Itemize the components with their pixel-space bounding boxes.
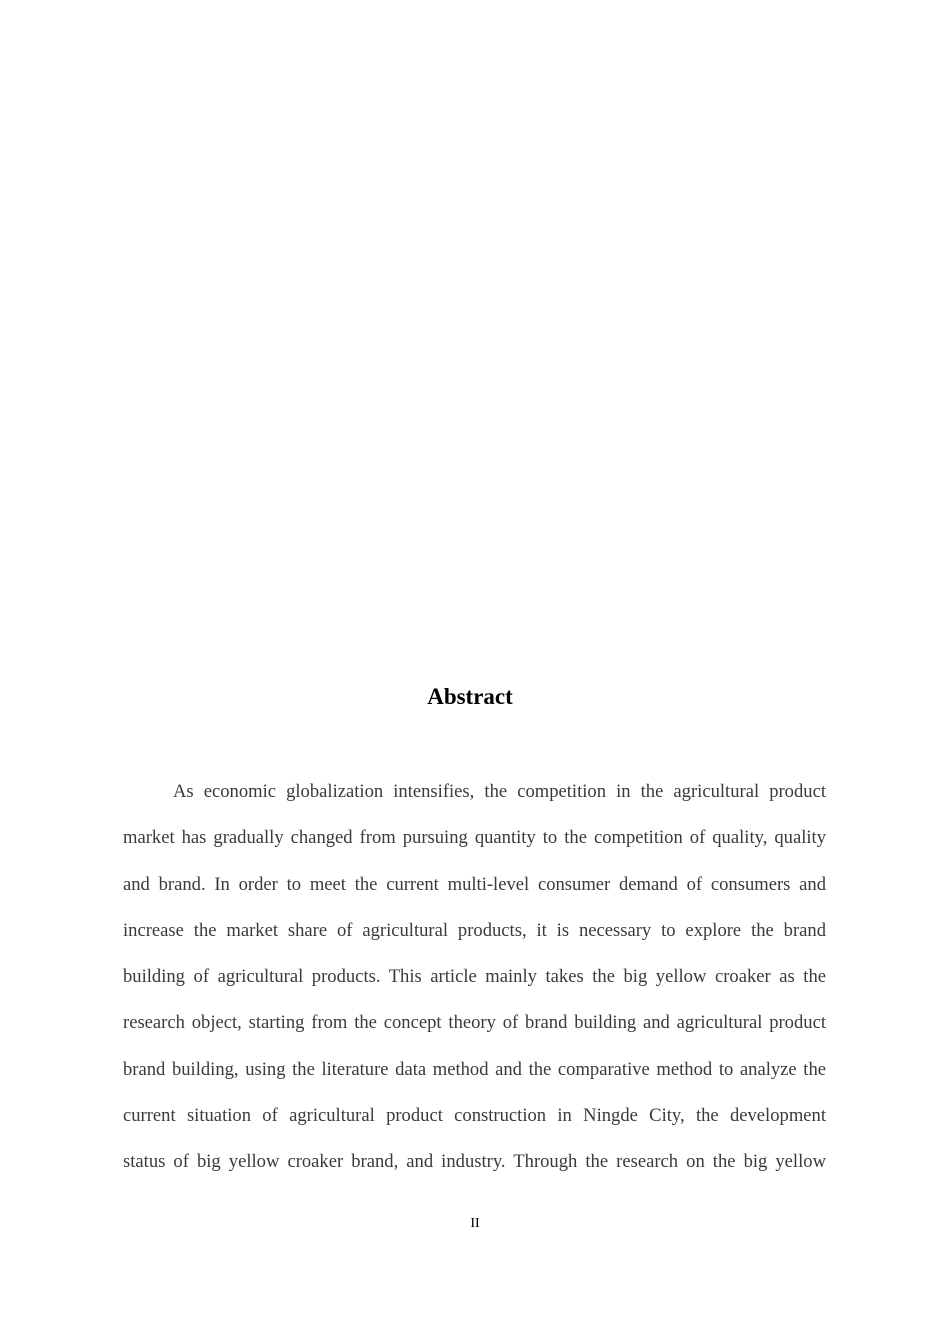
abstract-line: research object, starting from the concept theory of brand building and agricultural product <box>123 1012 826 1034</box>
abstract-line: status of big yellow croaker brand, and industry. Through the research on the big yellow <box>123 1151 826 1172</box>
abstract-line: market has gradually changed from pursuing quantity to the competition of quality, quality <box>123 827 826 849</box>
abstract-heading: Abstract <box>427 684 513 709</box>
abstract-line: building of agricultural products. This article mainly takes the big yellow croaker as the <box>123 966 826 987</box>
page-number: II <box>470 1216 480 1231</box>
abstract-line: increase the market share of agricultural products, it is necessary to explore the brand <box>123 919 826 941</box>
abstract-line: and brand. In order to meet the current multi-level consumer demand of consumers and <box>123 873 826 895</box>
abstract-body <box>123 776 826 1192</box>
abstract-line: brand building, using the literature data method and the comparative method to analyze the <box>123 1058 826 1080</box>
abstract-line: current situation of agricultural product construction in Ningde City, the development <box>123 1104 826 1126</box>
abstract-line: As economic globalization intensifies, the competition in the agricultural product <box>173 781 826 802</box>
